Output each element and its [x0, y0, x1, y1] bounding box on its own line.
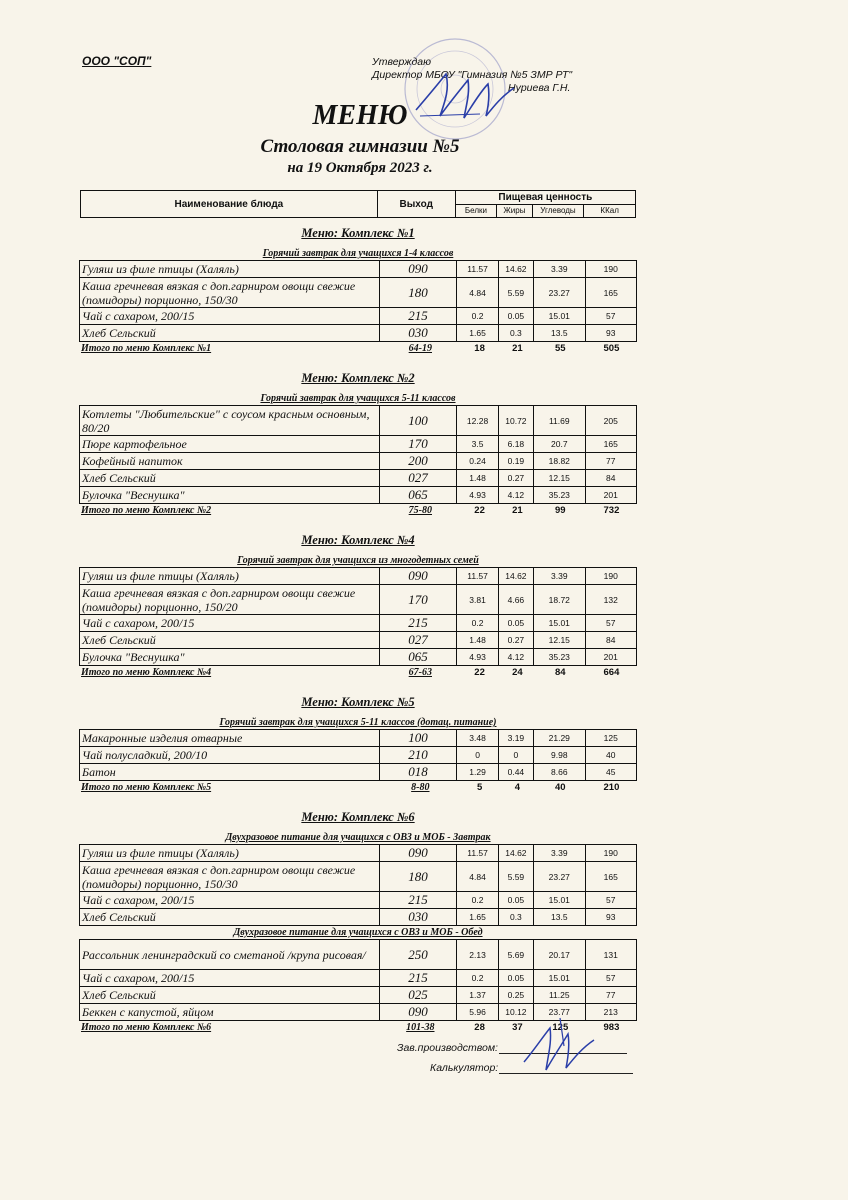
dish-kcal: 125: [585, 730, 637, 747]
menu-section-title: Меню: Комплекс №2: [301, 371, 415, 385]
dish-output: 018: [379, 764, 457, 781]
total-price: 67-63: [408, 667, 432, 678]
total-label: Итого по меню Комплекс №2: [81, 505, 212, 516]
dish-protein: 4.93: [457, 487, 498, 504]
page-subtitle: Столовая гимназии №5: [260, 136, 460, 157]
dish-carbs: 35.23: [534, 487, 585, 504]
dish-table: [79, 939, 637, 1021]
dish-name: Хлеб Сельский: [80, 987, 380, 1004]
total-kcal: 664: [603, 667, 620, 678]
dish-output: 100: [379, 730, 457, 747]
dish-output: 215: [379, 970, 457, 987]
dish-carbs: 35.23: [534, 649, 585, 666]
menu-section-title: Меню: Комплекс №4: [301, 533, 415, 547]
dish-carbs: 15.01: [534, 308, 585, 325]
table-row: [80, 632, 637, 649]
production-manager-label: Зав.производством:: [397, 1042, 498, 1054]
total-fat: 37: [512, 1022, 523, 1033]
dish-protein: 1.48: [457, 632, 498, 649]
table-row: [80, 278, 637, 308]
header-carbs: Углеводы: [532, 204, 584, 218]
dish-output: 065: [379, 649, 457, 666]
dish-kcal: 77: [585, 453, 637, 470]
dish-protein: 0.2: [457, 615, 498, 632]
dish-name: Каша гречневая вязкая с доп.гарниром овощи свежие (помидоры) порционно, 150/30: [80, 278, 380, 308]
dish-kcal: 57: [585, 970, 637, 987]
table-row: [80, 436, 637, 453]
dish-fat: 14.62: [498, 261, 533, 278]
dish-fat: 0.3: [498, 325, 533, 342]
table-row: [80, 940, 637, 970]
table-row: [80, 487, 637, 504]
total-protein: 28: [474, 1022, 485, 1033]
dish-carbs: 13.5: [534, 909, 585, 926]
dish-kcal: 165: [585, 862, 637, 892]
header-fat: Жиры: [497, 204, 532, 218]
meal-group-title: Двухразовое питание для учащихся с ОВЗ и МОБ - Обед: [233, 927, 483, 938]
dish-carbs: 12.15: [534, 632, 585, 649]
header-protein: Белки: [455, 204, 497, 218]
dish-name: Хлеб Сельский: [80, 470, 380, 487]
total-kcal: 732: [603, 505, 620, 516]
menu-section-title: Меню: Комплекс №6: [301, 810, 415, 824]
dish-name: Кофейный напиток: [80, 453, 380, 470]
page-title: МЕНЮ: [312, 100, 408, 131]
total-protein: 22: [474, 667, 485, 678]
dish-name: Чай с сахаром, 200/15: [80, 892, 380, 909]
dish-fat: 0.05: [498, 308, 533, 325]
total-price: 75-80: [408, 505, 432, 516]
meal-group-title: Горячий завтрак для учащихся 1-4 классов: [262, 248, 454, 259]
total-row: [79, 666, 637, 679]
dish-kcal: 132: [585, 585, 637, 615]
dish-output: 100: [379, 406, 457, 436]
menu-content: [78, 222, 638, 1034]
table-row: [80, 970, 637, 987]
dish-kcal: 190: [585, 261, 637, 278]
dish-name: Макаронные изделия отварные: [80, 730, 380, 747]
header-dish-name: Наименование блюда: [81, 191, 378, 218]
dish-fat: 6.18: [498, 436, 533, 453]
dish-name: Хлеб Сельский: [80, 325, 380, 342]
table-row: [80, 406, 637, 436]
approval-label: Утверждаю: [372, 56, 432, 68]
total-row: [79, 781, 637, 794]
total-row-table: [79, 781, 637, 794]
dish-carbs: 15.01: [534, 892, 585, 909]
dish-output: 030: [379, 325, 457, 342]
dish-protein: 1.37: [457, 987, 498, 1004]
total-price: 64-19: [408, 343, 432, 354]
dish-carbs: 12.15: [534, 470, 585, 487]
section-gap: [78, 517, 638, 529]
dish-output: 090: [379, 261, 457, 278]
dish-carbs: 3.39: [534, 568, 585, 585]
dish-carbs: 15.01: [534, 970, 585, 987]
total-label: Итого по меню Комплекс №5: [81, 782, 212, 793]
dish-protein: 3.5: [457, 436, 498, 453]
dish-fat: 4.12: [498, 649, 533, 666]
dish-output: 215: [379, 308, 457, 325]
dish-name: Гуляш из филе птицы (Халяль): [80, 568, 380, 585]
total-row-table: [79, 666, 637, 679]
dish-output: 030: [379, 909, 457, 926]
dish-kcal: 93: [585, 909, 637, 926]
header-kcal: ККал: [584, 204, 636, 218]
dish-carbs: 15.01: [534, 615, 585, 632]
dish-name: Булочка "Веснушка": [80, 649, 380, 666]
dish-fat: 0.27: [498, 470, 533, 487]
menu-date: на 19 Октября 2023 г.: [287, 160, 433, 176]
dish-protein: 4.84: [457, 278, 498, 308]
table-row: [80, 649, 637, 666]
dish-kcal: 131: [585, 940, 637, 970]
dish-protein: 11.57: [457, 845, 498, 862]
total-carbs: 99: [555, 505, 566, 516]
dish-name: Котлеты "Любительские" с соусом красным основным, 80/20: [80, 406, 380, 436]
meal-group-title: Горячий завтрак для учащихся 5-11 классов: [260, 393, 456, 404]
meal-group-title: Горячий завтрак для учащихся из многодетных семей: [237, 555, 479, 566]
dish-output: 027: [379, 470, 457, 487]
dish-protein: 1.65: [457, 909, 498, 926]
dish-name: Пюре картофельное: [80, 436, 380, 453]
dish-name: Рассольник ленинградский со сметаной /крупа рисовая/: [80, 940, 380, 970]
dish-kcal: 57: [585, 308, 637, 325]
dish-name: Батон: [80, 764, 380, 781]
dish-fat: 0.05: [498, 970, 533, 987]
total-row-table: [79, 504, 637, 517]
dish-name: Чай с сахаром, 200/15: [80, 615, 380, 632]
dish-fat: 0.05: [498, 892, 533, 909]
dish-kcal: 45: [585, 764, 637, 781]
dish-output: 250: [379, 940, 457, 970]
dish-kcal: 165: [585, 436, 637, 453]
table-row: [80, 892, 637, 909]
table-row: [80, 747, 637, 764]
dish-carbs: 11.69: [534, 406, 585, 436]
dish-fat: 0.3: [498, 909, 533, 926]
total-row: [79, 504, 637, 517]
total-protein: 18: [474, 343, 485, 354]
table-row: [80, 845, 637, 862]
dish-name: Гуляш из филе птицы (Халяль): [80, 845, 380, 862]
dish-output: 090: [379, 1004, 457, 1021]
dish-fat: 10.12: [498, 1004, 533, 1021]
dish-output: 215: [379, 615, 457, 632]
dish-fat: 0.25: [498, 987, 533, 1004]
dish-kcal: 190: [585, 845, 637, 862]
calculator-label: Калькулятор:: [430, 1062, 499, 1074]
dish-table: [79, 844, 637, 926]
approval-position: Директор МБОУ "Гимназия №5 ЗМР РТ": [372, 69, 573, 81]
total-protein: 5: [476, 782, 483, 793]
dish-fat: 0.05: [498, 615, 533, 632]
total-fat: 24: [512, 667, 523, 678]
dish-kcal: 84: [585, 470, 637, 487]
dish-fat: 4.66: [498, 585, 533, 615]
dish-protein: 0.2: [457, 970, 498, 987]
dish-fat: 14.62: [498, 845, 533, 862]
dish-protein: 1.29: [457, 764, 498, 781]
dish-fat: 0.27: [498, 632, 533, 649]
dish-kcal: 40: [585, 747, 637, 764]
total-kcal: 210: [603, 782, 620, 793]
dish-carbs: 13.5: [534, 325, 585, 342]
dish-fat: 5.59: [498, 862, 533, 892]
header-output: Выход: [377, 191, 455, 218]
total-label: Итого по меню Комплекс №4: [81, 667, 212, 678]
dish-output: 027: [379, 632, 457, 649]
dish-fat: 0.19: [498, 453, 533, 470]
dish-protein: 3.81: [457, 585, 498, 615]
dish-fat: 10.72: [498, 406, 533, 436]
dish-carbs: 20.17: [534, 940, 585, 970]
organization-name: ООО "СОП": [82, 54, 152, 68]
total-carbs: 55: [555, 343, 566, 354]
menu-section-title: Меню: Комплекс №1: [301, 226, 415, 240]
dish-name: Булочка "Веснушка": [80, 487, 380, 504]
dish-output: 090: [379, 568, 457, 585]
table-row: [80, 308, 637, 325]
dish-protein: 12.28: [457, 406, 498, 436]
table-row: [80, 909, 637, 926]
dish-protein: 1.48: [457, 470, 498, 487]
dish-output: 180: [379, 862, 457, 892]
dish-kcal: 190: [585, 568, 637, 585]
dish-protein: 4.84: [457, 862, 498, 892]
dish-kcal: 205: [585, 406, 637, 436]
dish-carbs: 9.98: [534, 747, 585, 764]
total-price: 8-80: [411, 782, 430, 793]
dish-kcal: 57: [585, 892, 637, 909]
dish-kcal: 84: [585, 632, 637, 649]
dish-carbs: 3.39: [534, 845, 585, 862]
table-row: [80, 325, 637, 342]
dish-fat: 4.12: [498, 487, 533, 504]
dish-protein: 1.65: [457, 325, 498, 342]
dish-protein: 3.48: [457, 730, 498, 747]
total-row: [79, 342, 637, 355]
table-row: [80, 987, 637, 1004]
dish-table: [79, 405, 637, 504]
total-label: Итого по меню Комплекс №6: [81, 1022, 212, 1033]
dish-output: 090: [379, 845, 457, 862]
meal-group-title: Двухразовое питание для учащихся с ОВЗ и МОБ - Завтрак: [225, 832, 491, 843]
dish-carbs: 3.39: [534, 261, 585, 278]
dish-fat: 0.44: [498, 764, 533, 781]
dish-name: Гуляш из филе птицы (Халяль): [80, 261, 380, 278]
dish-kcal: 57: [585, 615, 637, 632]
dish-output: 180: [379, 278, 457, 308]
total-fat: 21: [512, 343, 523, 354]
dish-name: Беккен с капустой, яйцом: [80, 1004, 380, 1021]
dish-output: 170: [379, 585, 457, 615]
dish-output: 065: [379, 487, 457, 504]
header-nutrition: Пищевая ценность: [455, 191, 635, 205]
dish-fat: 5.59: [498, 278, 533, 308]
dish-kcal: 201: [585, 487, 637, 504]
table-row: [80, 585, 637, 615]
table-row: [80, 615, 637, 632]
dish-fat: 5.69: [498, 940, 533, 970]
dish-kcal: 201: [585, 649, 637, 666]
dish-protein: 2.13: [457, 940, 498, 970]
dish-kcal: 165: [585, 278, 637, 308]
dish-protein: 0.2: [457, 892, 498, 909]
total-kcal: 983: [603, 1022, 620, 1033]
dish-kcal: 93: [585, 325, 637, 342]
total-label: Итого по меню Комплекс №1: [81, 343, 212, 354]
dish-protein: 4.93: [457, 649, 498, 666]
dish-output: 215: [379, 892, 457, 909]
dish-name: Хлеб Сельский: [80, 909, 380, 926]
total-fat: 4: [514, 782, 521, 793]
dish-output: 210: [379, 747, 457, 764]
total-row-table: [79, 342, 637, 355]
table-row: [80, 261, 637, 278]
total-carbs: 40: [555, 782, 566, 793]
dish-fat: 0: [498, 747, 533, 764]
dish-name: Чай с сахаром, 200/15: [80, 970, 380, 987]
total-fat: 21: [512, 505, 523, 516]
dish-table: [79, 260, 637, 342]
table-row: [80, 470, 637, 487]
dish-carbs: 11.25: [534, 987, 585, 1004]
dish-output: 025: [379, 987, 457, 1004]
dish-carbs: 18.72: [534, 585, 585, 615]
dish-kcal: 77: [585, 987, 637, 1004]
dish-table: [79, 729, 637, 781]
table-row: [80, 730, 637, 747]
table-row: [80, 764, 637, 781]
dish-fat: 14.62: [498, 568, 533, 585]
dish-carbs: 23.27: [534, 278, 585, 308]
dish-carbs: 23.77: [534, 1004, 585, 1021]
dish-protein: 0.2: [457, 308, 498, 325]
meal-group-title: Горячий завтрак для учащихся 5-11 классов (дотац. питание): [219, 717, 497, 728]
total-carbs: 84: [555, 667, 566, 678]
dish-carbs: 8.66: [534, 764, 585, 781]
total-protein: 22: [474, 505, 485, 516]
dish-output: 200: [379, 453, 457, 470]
dish-protein: 11.57: [457, 568, 498, 585]
dish-name: Чай с сахаром, 200/15: [80, 308, 380, 325]
production-signature-icon: [520, 1016, 600, 1076]
table-row: [80, 862, 637, 892]
table-header: [80, 190, 636, 218]
dish-table: [79, 567, 637, 666]
section-gap: [78, 679, 638, 691]
dish-name: Чай полусладкий, 200/10: [80, 747, 380, 764]
dish-protein: 0.24: [457, 453, 498, 470]
table-row: [80, 453, 637, 470]
section-gap: [78, 794, 638, 806]
dish-carbs: 21.29: [534, 730, 585, 747]
total-price: 101-38: [406, 1022, 435, 1033]
dish-kcal: 213: [585, 1004, 637, 1021]
menu-section-title: Меню: Комплекс №5: [301, 695, 415, 709]
table-row: [80, 568, 637, 585]
dish-carbs: 18.82: [534, 453, 585, 470]
approval-person: Нуриева Г.Н.: [508, 82, 571, 94]
dish-carbs: 23.27: [534, 862, 585, 892]
dish-name: Каша гречневая вязкая с доп.гарниром овощи свежие (помидоры) порционно, 150/20: [80, 585, 380, 615]
dish-name: Хлеб Сельский: [80, 632, 380, 649]
total-carbs: 125: [552, 1022, 569, 1033]
dish-protein: 11.57: [457, 261, 498, 278]
dish-name: Каша гречневая вязкая с доп.гарниром овощи свежие (помидоры) порционно, 150/30: [80, 862, 380, 892]
dish-protein: 5.96: [457, 1004, 498, 1021]
dish-protein: 0: [457, 747, 498, 764]
dish-fat: 3.19: [498, 730, 533, 747]
dish-output: 170: [379, 436, 457, 453]
dish-carbs: 20.7: [534, 436, 585, 453]
total-kcal: 505: [603, 343, 620, 354]
section-gap: [78, 355, 638, 367]
